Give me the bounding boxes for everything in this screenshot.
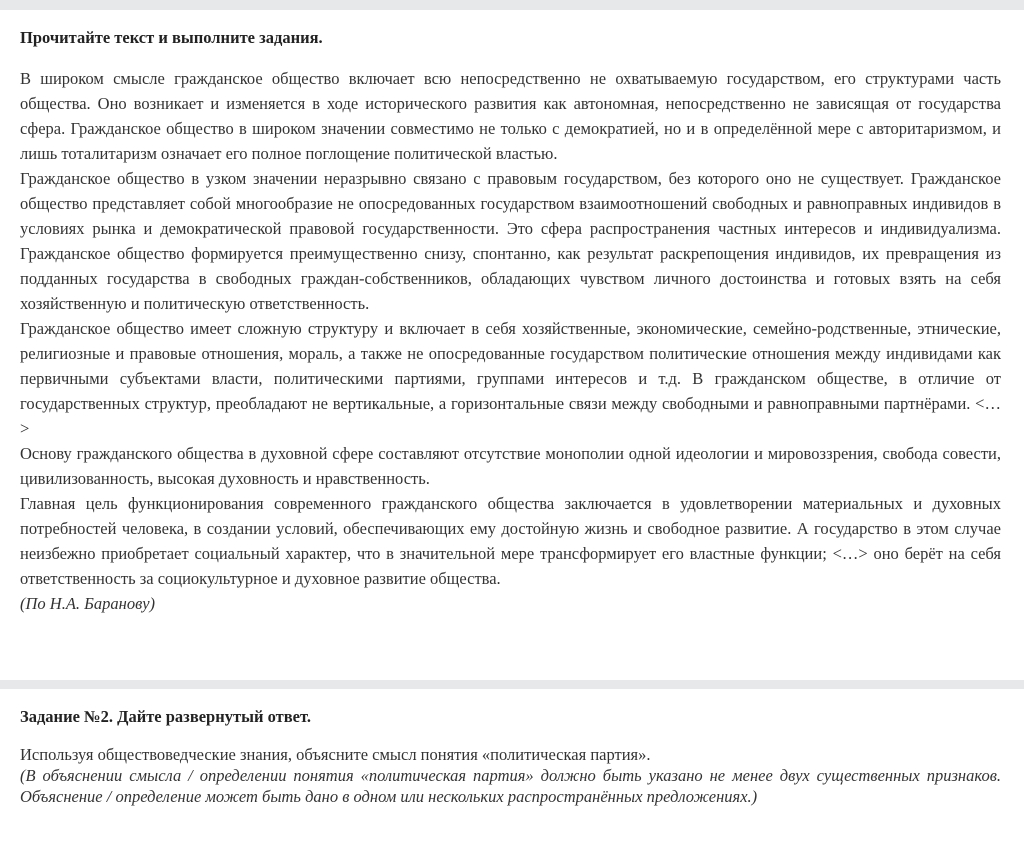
reading-instruction-heading: Прочитайте текст и выполните задания. [20,28,323,47]
text-paragraph-5: Главная цель функционирования современного гражданского общества заключается в удовлетворении материальных и духовных потребностей человека, в создании условий, обеспечивающих ему достойную жизнь и свободное развитие. А государство в этом случае неизбежно приобретает социальный характер, что в значительной мере трансформирует его властные функции; <…> оно берёт на себя ответственность за социокультурное и духовное развитие общества. [20,494,1001,588]
section-divider-bar [0,680,1024,689]
top-divider-bar [0,0,1024,10]
task-2-question: Используя обществоведческие знания, объясните смысл понятия «политическая партия». [20,745,651,764]
task-2-body [20,744,1001,807]
task-2-heading: Задание №2. Дайте развернутый ответ. [20,707,311,726]
text-paragraph-2: Гражданское общество в узком значении неразрывно связано с правовым государством, без которого оно не существует. Гражданское общество представляет собой многообразие не опосредованных государством взаимоотношений свободных и равноправных индивидов в условиях рынка и демократической правовой государственности. Это сфера распространения частных интересов и индивидуализма. Гражданское общество формируется преимущественно снизу, спонтанно, как результат раскрепощения индивидов, их превращения из подданных государства в свободных граждан-собственников, обладающих чувством личного достоинства и готовых взять на себя хозяйственную и политическую ответственность. [20,169,1001,313]
text-paragraph-4: Основу гражданского общества в духовной сфере составляют отсутствие монополии одной идеологии и мировоззрения, свобода совести, цивилизованность, высокая духовность и нравственность. [20,444,1001,488]
text-paragraph-1: В широком смысле гражданское общество включает всю непосредственно не охватываемую государством, его структурами часть общества. Оно возникает и изменяется в ходе исторического развития как автономная, непосредственно не зависящая от государства сфера. Гражданское общество в широком значении совместимо не только с демократией, но и в определённой мере с авторитаризмом, и лишь тоталитаризм означает его полное поглощение политической властью. [20,69,1001,163]
task-2-note: (В объяснении смысла / определении понятия «политическая партия» должно быть указано не менее двух существенных признаков. Объяснение / определение может быть дано в одном или нескольких распространённых предложениях.) [20,766,1001,806]
text-citation: (По Н.А. Баранову) [20,594,156,613]
reading-text [20,66,1001,616]
text-paragraph-3: Гражданское общество имеет сложную структуру и включает в себя хозяйственные, экономические, семейно-родственные, этнические, религиозные и правовые отношения, мораль, а также не опосредованные государством политические отношения между индивидами как первичными субъектами власти, политическими партиями, группами интересов и т.д. В гражданском обществе, в отличие от государственных структур, преобладают не вертикальные, а горизонтальные связи между свободными и равноправными партнёрами. <…> [20,319,1001,438]
